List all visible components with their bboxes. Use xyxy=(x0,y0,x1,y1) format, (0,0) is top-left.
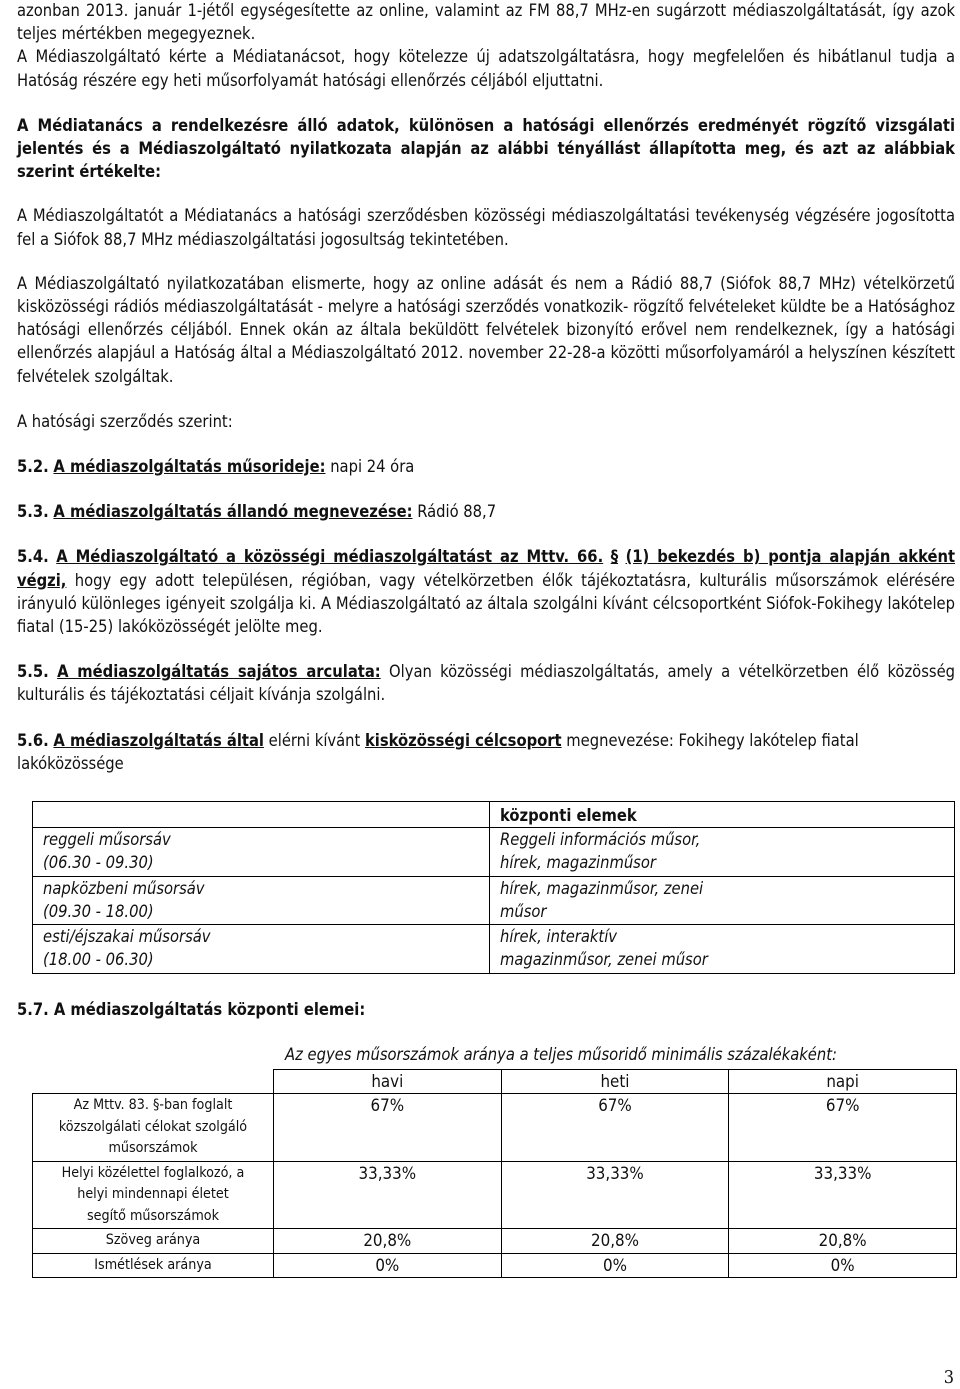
row-label-line: Az Mttv. 83. §-ban foglalt xyxy=(73,1097,233,1114)
table-row xyxy=(33,1161,957,1229)
program-elements-cell xyxy=(490,828,955,876)
section-5-6-label-a: A médiaszolgáltatás által xyxy=(53,730,264,750)
program-slot-time: (06.30 - 09.30) xyxy=(43,853,154,873)
program-element-line: hírek, magazinműsor, zenei xyxy=(500,878,704,898)
contract-intro: A hatósági szerződés szerint: xyxy=(17,411,233,431)
program-table-header-empty xyxy=(33,802,490,828)
program-slot-cell xyxy=(33,828,490,876)
section-5-3-value: Rádió 88,7 xyxy=(417,502,497,522)
column-header-weekly: heti xyxy=(501,1069,729,1094)
section-5-2 xyxy=(17,455,955,478)
program-slot-name: esti/éjszakai műsorsáv xyxy=(43,927,211,947)
percentage-table-corner xyxy=(33,1069,274,1094)
value-weekly: 20,8% xyxy=(501,1229,729,1254)
section-5-7-label: A médiaszolgáltatás központi elemei: xyxy=(53,999,366,1019)
program-slot-time: (18.00 - 06.30) xyxy=(43,950,154,970)
percentage-table-header-row xyxy=(33,1069,957,1094)
program-slot-name: napközbeni műsorsáv xyxy=(43,878,205,898)
percentage-table-title: Az egyes műsorszámok aránya a teljes műsoridő minimális százalékaként: xyxy=(285,1044,837,1064)
section-5-3-label: A médiaszolgáltatás állandó megnevezése: xyxy=(53,502,413,522)
program-element-line: magazinműsor, zenei műsor xyxy=(500,950,708,970)
section-5-6-text: megnevezése: Fokihegy lakótelep fiatal lakóközössége xyxy=(17,730,859,773)
paragraph-authorization: A Médiaszolgáltatót a Médiatanács a hatósági szerződésben közösségi médiaszolgáltatási tevékenység végzésére jogosította fel a Siófok 88,7 MHz médiaszolgáltatási jogosultság tekintetében. xyxy=(17,206,955,249)
program-elements-cell xyxy=(490,925,955,973)
value-weekly: 33,33% xyxy=(501,1161,729,1229)
paragraph-statement: A Médiaszolgáltató nyilatkozatában elismerte, hogy az online adását és nem a Rádió 88,7 (Siófok 88,7 MHz) vételkörzetű kisközösségi rádiós médiaszolgáltatását - melyre a hatósági szerződés vonatkozik- rögzítő felvételeket küldte be a Hatósághoz hatósági ellenőrzés céljából. Ennek okán az általa beküldött felvételek bizonyító erővel nem rendelkeznek, így a hatósági ellenőrzés alapjául a Hatóság által a Médiaszolgáltató 2012. november 22-28-a közötti műsorfolyamáról a helyszínen készített felvételek szolgáltak. xyxy=(17,273,955,386)
program-slot-cell xyxy=(33,925,490,973)
row-label-line: Helyi közélettel foglalkozó, a xyxy=(61,1164,245,1181)
section-5-2-label: A médiaszolgáltatás műsorideje: xyxy=(53,457,326,477)
value-daily: 33,33% xyxy=(729,1161,957,1229)
table-row xyxy=(33,876,955,924)
column-header-daily: napi xyxy=(729,1069,957,1094)
section-5-6 xyxy=(17,729,955,775)
section-5-5-number: 5.5. xyxy=(17,662,49,682)
section-5-6-label-b: kisközösségi célcsoport xyxy=(365,730,562,750)
program-slot-name: reggeli műsorsáv xyxy=(43,830,171,850)
program-slot-time: (09.30 - 18.00) xyxy=(43,901,154,921)
section-5-7-number: 5.7. xyxy=(17,999,49,1019)
program-slot-cell xyxy=(33,876,490,924)
column-header-monthly: havi xyxy=(273,1069,501,1094)
findings-heading: A Médiatanács a rendelkezésre álló adatok, különösen a hatósági ellenőrzés eredményét rögzítő vizsgálati jelentés és a Médiaszolgáltató nyilatkozata alapján az alábbi tényállást állapította meg, és azt az alábbiak szerint értékelte: xyxy=(17,115,955,182)
value-daily: 20,8% xyxy=(729,1229,957,1254)
intro-paragraph-1: azonban 2013. január 1-jétől egységesítette az online, valamint az FM 88,7 MHz-en sugárzott médiaszolgáltatását, így azok teljes mértékben megegyeznek. xyxy=(17,1,955,44)
section-5-6-mid: elérni kívánt xyxy=(268,730,361,750)
section-5-2-number: 5.2. xyxy=(17,457,49,477)
section-5-5-text: Olyan közösségi médiaszolgáltatás, amely a vételkörzetben élő közösség kulturális és tájékoztatási céljait kívánja szolgálni. xyxy=(17,662,956,705)
program-element-line: Reggeli információs műsor, xyxy=(500,830,701,850)
document-page xyxy=(17,0,955,1278)
value-monthly: 33,33% xyxy=(273,1161,501,1229)
percentage-table xyxy=(32,1069,957,1279)
section-5-4-text: hogy egy adott településen, régióban, vagy vételkörzetben élők tájékoztatásra, kulturális műsorszámok elérésére irányuló különleges igényeit szolgálja ki. A Médiaszolgáltató az általa szolgálni kívánt célcsoportként Siófok-Fokihegy lakótelep fiatal (15-25) lakóközösségét jelölte meg. xyxy=(17,570,955,637)
value-monthly: 67% xyxy=(273,1094,501,1162)
row-label: Szöveg aránya xyxy=(33,1229,274,1254)
page-number: 3 xyxy=(943,1367,954,1388)
section-5-2-value: napi 24 óra xyxy=(330,457,415,477)
table-row xyxy=(33,1253,957,1278)
section-5-4-section-sign: § xyxy=(610,547,619,567)
value-weekly: 0% xyxy=(501,1253,729,1278)
value-daily: 67% xyxy=(729,1094,957,1162)
row-label-line: helyi mindennapi életet xyxy=(77,1186,229,1203)
value-monthly: 20,8% xyxy=(273,1229,501,1254)
row-label: Ismétlések aránya xyxy=(33,1253,274,1278)
program-table-header-row xyxy=(33,802,955,828)
value-weekly: 67% xyxy=(501,1094,729,1162)
table-row xyxy=(33,828,955,876)
program-table-header: központi elemek xyxy=(490,802,955,828)
row-label-line: segítő műsorszámok xyxy=(86,1207,220,1224)
section-5-4 xyxy=(17,545,955,638)
section-5-3-number: 5.3. xyxy=(17,502,49,522)
program-element-line: műsor xyxy=(500,901,547,921)
section-5-4-label-a: A Médiaszolgáltató a közösségi médiaszolgáltatást az Mttv. 66. xyxy=(56,547,604,567)
section-5-6-number: 5.6. xyxy=(17,730,49,750)
row-label-line: közszolgálati célokat szolgáló xyxy=(58,1118,248,1135)
table-row xyxy=(33,925,955,973)
row-label-line: műsorszámok xyxy=(108,1140,198,1157)
program-elements-cell xyxy=(490,876,955,924)
intro-paragraph-2: A Médiaszolgáltató kérte a Médiatanácsot, hogy kötelezze új adatszolgáltatásra, hogy megfelelően és hibátlanul tudja a Hatóság részére egy heti műsorfolyamát hatósági ellenőrzés céljából eljuttatni. xyxy=(17,47,955,90)
program-element-line: hírek, magazinműsor xyxy=(500,853,656,873)
section-5-4-label-b: (1) bekezdés b) pontja alapján akként végzi, xyxy=(17,547,956,590)
table-row xyxy=(33,1229,957,1254)
program-table xyxy=(32,801,955,973)
section-5-3 xyxy=(17,500,955,523)
row-label xyxy=(33,1094,274,1162)
section-5-5-label: A médiaszolgáltatás sajátos arculata: xyxy=(57,662,381,682)
section-5-7 xyxy=(17,998,955,1021)
section-5-5 xyxy=(17,660,955,706)
value-monthly: 0% xyxy=(273,1253,501,1278)
value-daily: 0% xyxy=(729,1253,957,1278)
table-row xyxy=(33,1094,957,1162)
row-label xyxy=(33,1161,274,1229)
section-5-4-number: 5.4. xyxy=(17,547,49,567)
program-element-line: hírek, interaktív xyxy=(500,927,618,947)
